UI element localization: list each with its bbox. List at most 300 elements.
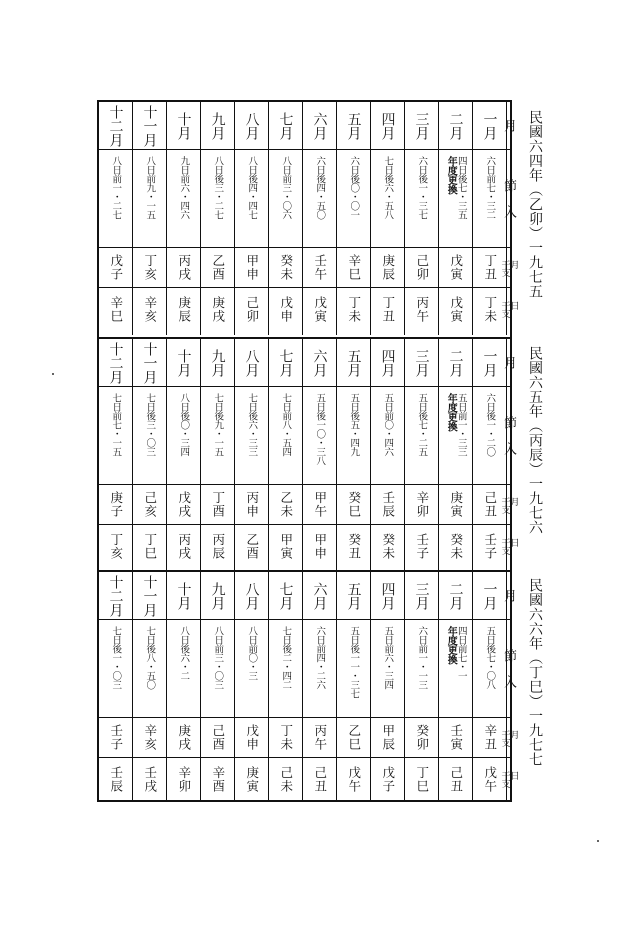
day-ganzhi: 庚寅 bbox=[244, 765, 260, 793]
month-column bbox=[235, 339, 269, 570]
month-cell bbox=[371, 339, 404, 387]
month-cell bbox=[167, 572, 200, 620]
month-ganzhi-cell bbox=[269, 718, 302, 758]
month-ganzhi: 癸巳 bbox=[346, 491, 362, 518]
month-ganzhi: 己丑 bbox=[482, 491, 498, 518]
month-label: 十一月 bbox=[141, 341, 158, 384]
month-label: 九月 bbox=[209, 581, 226, 610]
header-month-ganzhi-b: 干支 bbox=[499, 496, 510, 513]
header-month-ganzhi-cell bbox=[499, 718, 519, 758]
day-ganzhi-cell bbox=[99, 288, 132, 330]
month-ganzhi-cell bbox=[371, 485, 404, 525]
day-ganzhi: 己丑 bbox=[448, 765, 464, 793]
month-ganzhi: 丙午 bbox=[312, 724, 328, 751]
day-ganzhi-cell bbox=[235, 288, 268, 330]
day-ganzhi-cell bbox=[235, 525, 268, 567]
jie-time: 六日後〇・〇一 bbox=[348, 156, 360, 219]
jie-time: 七日後六・五八 bbox=[382, 156, 394, 219]
header-month: 月 bbox=[501, 356, 516, 369]
month-ganzhi-cell bbox=[133, 718, 166, 758]
month-cell bbox=[303, 572, 336, 620]
jie-time: 五日前一・三三 bbox=[455, 393, 467, 456]
month-ganzhi-cell bbox=[235, 485, 268, 525]
month-ganzhi-cell bbox=[405, 718, 438, 758]
month-label: 九月 bbox=[209, 111, 226, 140]
month-label: 一月 bbox=[481, 348, 498, 377]
month-ganzhi: 丁酉 bbox=[210, 491, 226, 518]
month-label: 八月 bbox=[243, 581, 260, 610]
month-ganzhi: 乙酉 bbox=[210, 254, 226, 281]
header-day-ganzhi-b: 干支 bbox=[499, 538, 510, 554]
month-ganzhi: 癸卯 bbox=[414, 724, 430, 751]
month-column bbox=[167, 102, 201, 335]
day-ganzhi-cell bbox=[337, 525, 370, 567]
month-label: 六月 bbox=[311, 111, 328, 140]
scan-speck bbox=[597, 840, 599, 842]
jie-cell bbox=[337, 620, 370, 718]
month-cell bbox=[371, 102, 404, 150]
month-ganzhi: 丁亥 bbox=[142, 254, 158, 281]
month-column bbox=[337, 572, 371, 802]
jie-time: 五日後七・二五 bbox=[416, 393, 428, 456]
jie-cell bbox=[235, 150, 268, 248]
month-cell bbox=[167, 102, 200, 150]
month-column bbox=[235, 102, 269, 335]
month-ganzhi-cell bbox=[99, 248, 132, 288]
month-ganzhi: 丁未 bbox=[278, 724, 294, 751]
jie-cell bbox=[371, 620, 404, 718]
month-column bbox=[201, 572, 235, 802]
header-month: 月 bbox=[501, 119, 516, 132]
day-ganzhi-cell bbox=[337, 758, 370, 800]
day-ganzhi: 辛酉 bbox=[210, 765, 226, 793]
month-cell bbox=[337, 572, 370, 620]
month-ganzhi-cell bbox=[439, 485, 472, 525]
jie-time: 八日前三・〇六 bbox=[280, 156, 292, 219]
jie-time: 五日後一〇・三八 bbox=[314, 393, 326, 465]
day-ganzhi-cell bbox=[235, 758, 268, 800]
day-ganzhi: 乙酉 bbox=[244, 532, 260, 560]
month-label: 十二月 bbox=[107, 574, 124, 617]
day-ganzhi-cell bbox=[167, 758, 200, 800]
header-day-ganzhi-a: 日 bbox=[508, 301, 519, 309]
month-cell bbox=[269, 339, 302, 387]
month-column bbox=[269, 339, 303, 570]
month-ganzhi: 辛丑 bbox=[482, 724, 498, 751]
year-label: 民國六五年（丙辰）一九七六 bbox=[527, 346, 543, 535]
day-ganzhi: 癸未 bbox=[448, 532, 464, 560]
header-month-cell bbox=[501, 102, 516, 150]
jie-time: 七日後一・〇三 bbox=[110, 626, 122, 689]
jie-cell bbox=[235, 387, 268, 485]
month-label: 七月 bbox=[277, 348, 294, 377]
header-month-cell bbox=[501, 572, 516, 620]
jie-cell bbox=[303, 387, 336, 485]
day-ganzhi: 癸丑 bbox=[346, 532, 362, 560]
month-cell bbox=[405, 102, 438, 150]
month-label: 二月 bbox=[447, 348, 464, 377]
day-ganzhi: 丁巳 bbox=[142, 532, 158, 560]
day-ganzhi-cell bbox=[405, 288, 438, 330]
header-month-ganzhi-b: 干支 bbox=[499, 259, 510, 276]
day-ganzhi-cell bbox=[303, 758, 336, 800]
month-column bbox=[133, 339, 167, 570]
day-ganzhi-cell bbox=[371, 758, 404, 800]
month-ganzhi: 甲申 bbox=[244, 254, 260, 281]
month-ganzhi: 壬子 bbox=[108, 724, 124, 751]
jie-time: 六日後一・三七 bbox=[416, 156, 428, 219]
month-label: 一月 bbox=[481, 111, 498, 140]
jie-note: 年度更換 bbox=[445, 156, 457, 194]
header-jie-cell bbox=[501, 620, 516, 718]
month-column bbox=[439, 102, 473, 335]
month-cell bbox=[235, 102, 268, 150]
year-label-column bbox=[520, 110, 550, 299]
header-month: 月 bbox=[501, 589, 516, 602]
month-ganzhi-cell bbox=[371, 718, 404, 758]
month-cell bbox=[201, 339, 234, 387]
month-ganzhi: 己卯 bbox=[414, 254, 430, 281]
header-month-cell bbox=[501, 339, 516, 387]
day-ganzhi-cell bbox=[371, 288, 404, 330]
day-ganzhi: 己卯 bbox=[244, 295, 260, 323]
month-label: 十月 bbox=[175, 111, 192, 140]
jie-cell bbox=[167, 620, 200, 718]
month-ganzhi: 丙戌 bbox=[176, 254, 192, 281]
day-ganzhi-cell bbox=[201, 525, 234, 567]
day-ganzhi: 庚辰 bbox=[176, 295, 192, 323]
month-cell bbox=[99, 572, 132, 620]
month-cell bbox=[439, 102, 472, 150]
month-column bbox=[371, 572, 405, 802]
month-ganzhi: 辛巳 bbox=[346, 254, 362, 281]
month-ganzhi: 庚子 bbox=[108, 491, 124, 518]
month-label: 七月 bbox=[277, 581, 294, 610]
jie-cell bbox=[303, 620, 336, 718]
jie-time: 八日前一・二七 bbox=[110, 156, 122, 219]
month-column bbox=[303, 572, 337, 802]
month-cell bbox=[269, 572, 302, 620]
day-ganzhi-cell bbox=[303, 288, 336, 330]
month-ganzhi: 辛亥 bbox=[142, 724, 158, 751]
day-ganzhi: 辛巳 bbox=[108, 295, 124, 323]
jie-time: 九日前六・四六 bbox=[178, 156, 190, 219]
jie-time: 四日後七・三五 bbox=[455, 156, 467, 219]
month-ganzhi-cell bbox=[167, 718, 200, 758]
day-ganzhi: 丙戌 bbox=[176, 532, 192, 560]
month-label: 四月 bbox=[379, 348, 396, 377]
jie-time: 八日後三・二七 bbox=[212, 156, 224, 219]
jie-time: 八日前〇・三 bbox=[246, 626, 258, 680]
day-ganzhi: 己未 bbox=[278, 765, 294, 793]
jie-time: 七日後二・四二 bbox=[280, 626, 292, 689]
month-label: 二月 bbox=[447, 581, 464, 610]
jie-cell bbox=[99, 620, 132, 718]
header-day-ganzhi-cell bbox=[499, 525, 519, 567]
header-jie: 節 入 bbox=[501, 179, 516, 218]
day-ganzhi-cell bbox=[133, 288, 166, 330]
jie-cell bbox=[337, 150, 370, 248]
month-ganzhi-cell bbox=[337, 485, 370, 525]
jie-cell bbox=[439, 620, 472, 718]
day-ganzhi: 辛亥 bbox=[142, 295, 158, 323]
month-ganzhi-cell bbox=[201, 718, 234, 758]
month-label: 三月 bbox=[413, 348, 430, 377]
header-month-ganzhi-cell bbox=[499, 248, 519, 288]
day-ganzhi-cell bbox=[167, 525, 200, 567]
day-ganzhi-cell bbox=[167, 288, 200, 330]
jie-time: 五日後七・〇八 bbox=[484, 626, 496, 689]
day-ganzhi: 壬子 bbox=[482, 532, 498, 560]
day-ganzhi: 戊子 bbox=[380, 765, 396, 793]
day-ganzhi-cell bbox=[201, 758, 234, 800]
month-ganzhi-cell bbox=[303, 485, 336, 525]
jie-cell bbox=[439, 150, 472, 248]
month-column bbox=[371, 102, 405, 335]
day-ganzhi: 丁未 bbox=[482, 295, 498, 323]
jie-cell bbox=[269, 150, 302, 248]
jie-cell bbox=[201, 387, 234, 485]
month-ganzhi-cell bbox=[269, 248, 302, 288]
month-column bbox=[133, 572, 167, 802]
month-ganzhi-cell bbox=[133, 485, 166, 525]
jie-cell bbox=[201, 150, 234, 248]
month-label: 三月 bbox=[413, 111, 430, 140]
month-cell bbox=[235, 339, 268, 387]
header-month-ganzhi-a: 月 bbox=[508, 729, 519, 738]
jie-time: 六日後四・五〇 bbox=[314, 156, 326, 219]
month-ganzhi-cell bbox=[133, 248, 166, 288]
jie-cell bbox=[99, 150, 132, 248]
jie-cell bbox=[235, 620, 268, 718]
month-label: 十二月 bbox=[107, 104, 124, 147]
header-column bbox=[499, 339, 519, 570]
day-ganzhi: 戊寅 bbox=[448, 295, 464, 323]
month-ganzhi: 甲辰 bbox=[380, 724, 396, 751]
header-column bbox=[499, 102, 519, 335]
month-cell bbox=[337, 102, 370, 150]
day-ganzhi: 丁未 bbox=[346, 295, 362, 323]
day-ganzhi: 戊午 bbox=[346, 765, 362, 793]
month-ganzhi-cell bbox=[439, 718, 472, 758]
day-ganzhi: 己丑 bbox=[312, 765, 328, 793]
month-column bbox=[405, 572, 439, 802]
jie-cell bbox=[99, 387, 132, 485]
month-cell bbox=[303, 339, 336, 387]
month-ganzhi-cell bbox=[99, 718, 132, 758]
header-column bbox=[499, 572, 519, 802]
day-ganzhi-cell bbox=[371, 525, 404, 567]
month-cell bbox=[133, 339, 166, 387]
year-block bbox=[99, 102, 519, 335]
month-cell bbox=[337, 339, 370, 387]
day-ganzhi-cell bbox=[405, 758, 438, 800]
day-ganzhi-cell bbox=[99, 525, 132, 567]
day-ganzhi-cell bbox=[303, 525, 336, 567]
header-day-ganzhi-cell bbox=[499, 288, 519, 330]
month-cell bbox=[99, 339, 132, 387]
jie-note: 年度更換 bbox=[445, 393, 457, 431]
month-ganzhi: 乙巳 bbox=[346, 724, 362, 751]
month-cell bbox=[235, 572, 268, 620]
month-label: 四月 bbox=[379, 111, 396, 140]
header-jie-cell bbox=[501, 387, 516, 485]
day-ganzhi-cell bbox=[269, 525, 302, 567]
month-ganzhi-cell bbox=[337, 248, 370, 288]
year-label: 民國六六年（丁巳）一九七七 bbox=[527, 578, 543, 767]
month-column bbox=[405, 102, 439, 335]
month-label: 八月 bbox=[243, 111, 260, 140]
month-label: 一月 bbox=[481, 581, 498, 610]
day-ganzhi: 壬辰 bbox=[108, 765, 124, 793]
month-ganzhi-cell bbox=[337, 718, 370, 758]
month-ganzhi-cell bbox=[235, 248, 268, 288]
month-label: 三月 bbox=[413, 581, 430, 610]
day-ganzhi: 戊寅 bbox=[312, 295, 328, 323]
month-cell bbox=[371, 572, 404, 620]
day-ganzhi: 丁丑 bbox=[380, 295, 396, 323]
month-label: 九月 bbox=[209, 348, 226, 377]
month-ganzhi-cell bbox=[439, 248, 472, 288]
month-ganzhi: 癸未 bbox=[278, 254, 294, 281]
header-month-ganzhi-b: 干支 bbox=[499, 729, 510, 746]
month-cell bbox=[303, 102, 336, 150]
year-label-column bbox=[520, 346, 550, 535]
month-column bbox=[99, 339, 133, 570]
month-ganzhi: 壬辰 bbox=[380, 491, 396, 518]
month-ganzhi: 戊戌 bbox=[176, 491, 192, 518]
month-column bbox=[235, 572, 269, 802]
header-month-ganzhi-a: 月 bbox=[508, 259, 519, 268]
month-column bbox=[303, 102, 337, 335]
jie-time: 七日後九・一五 bbox=[212, 393, 224, 456]
jie-cell bbox=[133, 150, 166, 248]
jie-time: 七日前七・一五 bbox=[110, 393, 122, 456]
month-ganzhi: 庚寅 bbox=[448, 491, 464, 518]
jie-cell bbox=[303, 150, 336, 248]
month-ganzhi: 庚戌 bbox=[176, 724, 192, 751]
month-ganzhi-cell bbox=[201, 248, 234, 288]
month-label: 四月 bbox=[379, 581, 396, 610]
jie-cell bbox=[405, 150, 438, 248]
jie-cell bbox=[405, 620, 438, 718]
day-ganzhi-cell bbox=[269, 288, 302, 330]
month-label: 七月 bbox=[277, 111, 294, 140]
month-ganzhi-cell bbox=[167, 485, 200, 525]
header-day-ganzhi-a: 日 bbox=[508, 538, 519, 546]
jie-cell bbox=[439, 387, 472, 485]
month-ganzhi: 乙未 bbox=[278, 491, 294, 518]
month-column bbox=[439, 339, 473, 570]
scan-speck bbox=[52, 373, 54, 375]
month-ganzhi: 庚辰 bbox=[380, 254, 396, 281]
month-cell bbox=[269, 102, 302, 150]
month-label: 八月 bbox=[243, 348, 260, 377]
day-ganzhi-cell bbox=[133, 525, 166, 567]
header-jie-cell bbox=[501, 150, 516, 248]
month-cell bbox=[167, 339, 200, 387]
year-label-column bbox=[520, 578, 550, 767]
month-ganzhi-cell bbox=[405, 485, 438, 525]
month-label: 十月 bbox=[175, 581, 192, 610]
month-ganzhi-cell bbox=[99, 485, 132, 525]
jie-cell bbox=[269, 620, 302, 718]
year-block bbox=[99, 337, 519, 570]
header-month-ganzhi-cell bbox=[499, 485, 519, 525]
month-column bbox=[99, 102, 133, 335]
jie-time: 六日後一・二〇 bbox=[484, 393, 496, 456]
header-month-ganzhi-a: 月 bbox=[508, 496, 519, 505]
month-column bbox=[337, 102, 371, 335]
jie-time: 八日後四・四七 bbox=[246, 156, 258, 219]
day-ganzhi-cell bbox=[133, 758, 166, 800]
jie-time: 七日前八・五四 bbox=[280, 393, 292, 456]
month-ganzhi: 戊寅 bbox=[448, 254, 464, 281]
jie-cell bbox=[167, 150, 200, 248]
month-cell bbox=[133, 572, 166, 620]
month-ganzhi: 壬寅 bbox=[448, 724, 464, 751]
month-column bbox=[201, 339, 235, 570]
jie-cell bbox=[337, 387, 370, 485]
jie-time: 六日前七・三二 bbox=[484, 156, 496, 219]
month-ganzhi-cell bbox=[405, 248, 438, 288]
jie-time: 五日後五・四九 bbox=[348, 393, 360, 456]
month-column bbox=[99, 572, 133, 802]
jie-cell bbox=[269, 387, 302, 485]
month-ganzhi: 甲午 bbox=[312, 491, 328, 518]
jie-cell bbox=[371, 387, 404, 485]
day-ganzhi: 癸未 bbox=[380, 532, 396, 560]
month-cell bbox=[405, 339, 438, 387]
jie-cell bbox=[133, 620, 166, 718]
day-ganzhi: 丁巳 bbox=[414, 765, 430, 793]
month-ganzhi: 己酉 bbox=[210, 724, 226, 751]
month-column bbox=[303, 339, 337, 570]
jie-time: 八日前三・〇三 bbox=[212, 626, 224, 689]
month-cell bbox=[133, 102, 166, 150]
day-ganzhi-cell bbox=[439, 288, 472, 330]
month-cell bbox=[201, 572, 234, 620]
day-ganzhi-cell bbox=[405, 525, 438, 567]
month-ganzhi: 辛卯 bbox=[414, 491, 430, 518]
month-ganzhi-cell bbox=[371, 248, 404, 288]
calendar-table bbox=[97, 100, 519, 802]
header-day-ganzhi-b: 干支 bbox=[499, 771, 510, 787]
month-column bbox=[269, 572, 303, 802]
day-ganzhi: 壬子 bbox=[414, 532, 430, 560]
month-ganzhi-cell bbox=[235, 718, 268, 758]
month-cell bbox=[439, 572, 472, 620]
jie-cell bbox=[371, 150, 404, 248]
month-column bbox=[201, 102, 235, 335]
month-cell bbox=[439, 339, 472, 387]
month-ganzhi: 壬午 bbox=[312, 254, 328, 281]
month-column bbox=[337, 339, 371, 570]
day-ganzhi: 庚戌 bbox=[210, 295, 226, 323]
month-ganzhi-cell bbox=[303, 718, 336, 758]
jie-cell bbox=[201, 620, 234, 718]
day-ganzhi: 丁亥 bbox=[108, 532, 124, 560]
jie-time: 四日前七・一 bbox=[455, 626, 467, 680]
jie-time: 五日前六・三四 bbox=[382, 626, 394, 689]
day-ganzhi: 辛卯 bbox=[176, 765, 192, 793]
month-column bbox=[167, 339, 201, 570]
jie-time: 五日後一一・三七 bbox=[348, 626, 360, 698]
year-block bbox=[99, 570, 519, 802]
month-label: 十月 bbox=[175, 348, 192, 377]
day-ganzhi: 甲申 bbox=[312, 532, 328, 560]
jie-cell bbox=[405, 387, 438, 485]
